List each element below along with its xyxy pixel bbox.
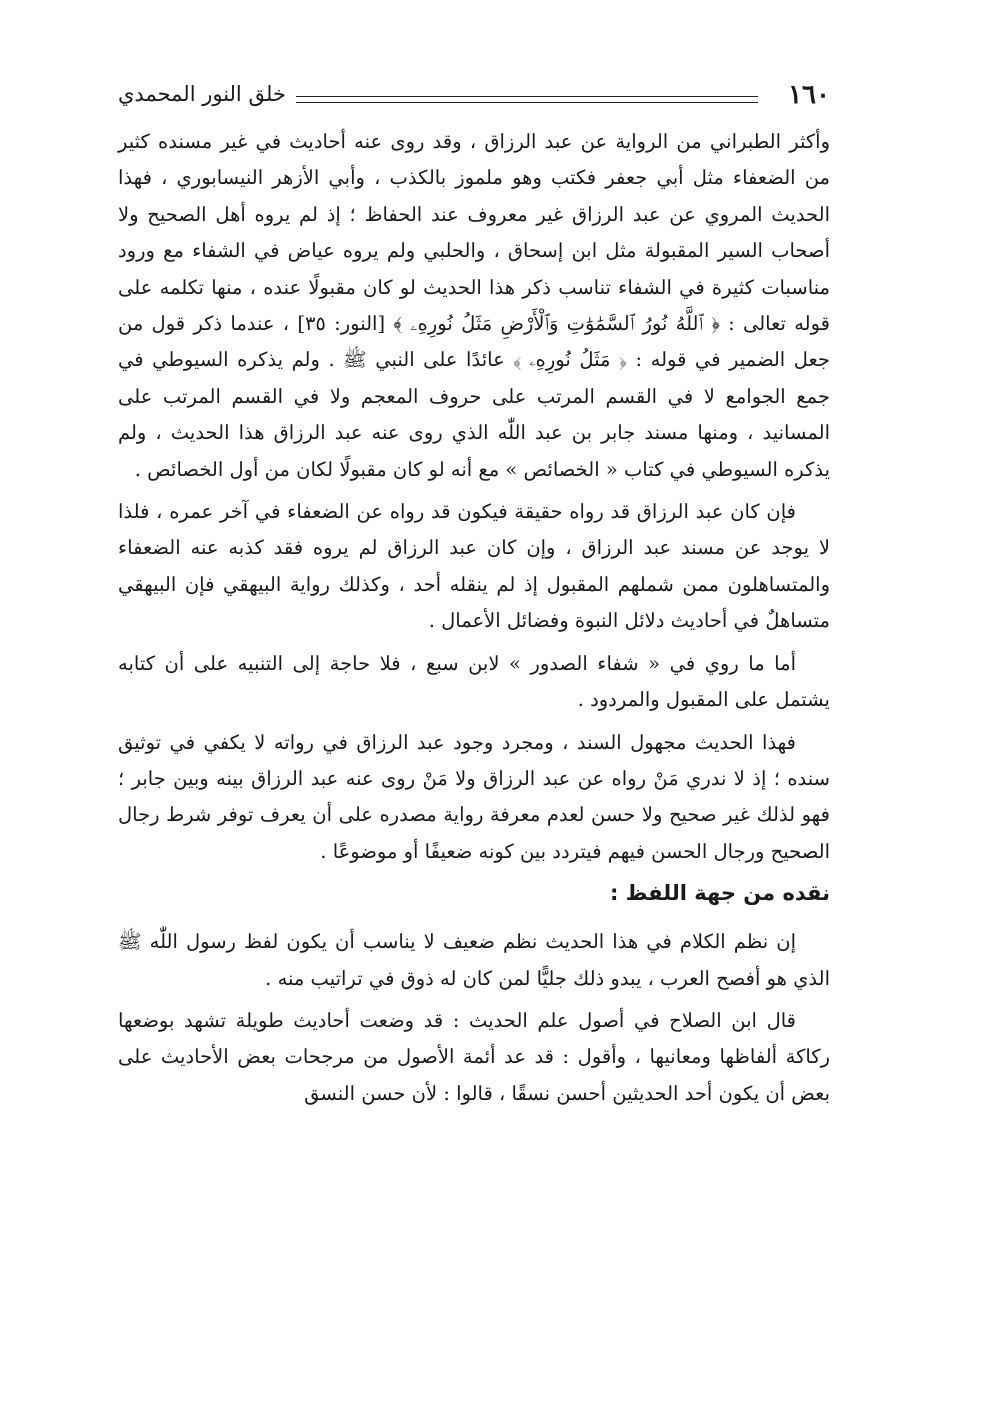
running-title: خلق النور المحمدي [118, 82, 286, 106]
paragraph-1: وأكثر الطبراني من الرواية عن عبد الرزاق ، وقد روى عنه أحاديث في غير مسنده كثير من الضعفاء مثل أبي جعفر فكتب وهو ملموز بالكذب ، وأبي الأزهر النيسابوري ، فهذا الحديث المروي عن عبد الرزاق غير معروف عند الحفاظ ؛ إذ لم يروه أهل الصحيح ولا أصحاب السير المقبولة مثل ابن إسحاق ، والحلبي ولم يروه عياض في الشفاء مع ورود مناسبات كثيرة في الشفاء تناسب ذكر هذا الحديث لو كان مقبولًا عنده ، منها تكلمه على قوله تعالى : ﴿ ٱللَّهُ نُورُ ٱلسَّمَٰوَٰتِ وَٱلْأَرْضِ مَثَلُ نُورِهِۦ ﴾ [النور: ٣٥] ، عندما ذكر قول من جعل الضمير في قوله : ﴿ مَثَلُ نُورِهِۦ ﴾ عائدًا على النبي ﷺ . ولم يذكره السيوطي في جمع الجوامع لا في القسم المرتب على حروف المعجم ولا في القسم المرتب على المسانيد ، ومنها مسند جابر بن عبد اللّٰه الذي روى عنه عبد الرزاق هذا الحديث ، ولم يذكره السيوطي في كتاب « الخصائص » مع أنه لو كان مقبولًا لكان من أول الخصائص . [118, 130, 830, 481]
body-text [118, 124, 830, 1118]
header-double-rule [296, 96, 758, 103]
page-header [118, 78, 830, 118]
paragraph-4: فهذا الحديث مجهول السند ، ومجرد وجود عبد الرزاق في رواته لا يكفي في توثيق سنده ؛ إذ لا ندري مَنْ رواه عن عبد الرزاق ولا مَنْ روى عنه عبد الرزاق بينه وبين جابر ؛ فهو لذلك غير صحيح ولا حسن لعدم معرفة رواية مصدره على أن يعرف توفر شرط رجال الصحيح ورجال الحسن فيهم فيتردد بين كونه ضعيفًا أو موضوعًا . [118, 730, 830, 863]
section-heading: نقده من جهة اللفظ : [609, 881, 830, 906]
paragraph-6: قال ابن الصلاح في أصول علم الحديث : قد وضعت أحاديث طويلة تشهد بوضعها ركاكة ألفاظها ومعانيها ، وأقول : قد عد أئمة الأصول من مرجحات بعض الأحاديث على بعض أن يكون أحد الحديثين أحسن نسقًا ، قالوا : لأن حسن النسق [118, 1008, 830, 1105]
paragraph-3: أما ما روي في « شفاء الصدور » لابن سبع ، فلا حاجة إلى التنبيه على أن كتابه يشتمل على المقبول والمردود . [118, 651, 830, 712]
paragraph-5: إن نظم الكلام في هذا الحديث نظم ضعيف لا يناسب أن يكون لفظ رسول اللّٰه ﷺ الذي هو أفصح العرب ، يبدو ذلك جليًّا لمن كان له ذوق في تراتيب منه . [118, 930, 830, 990]
page-number: ١٦٠ [788, 80, 830, 110]
paragraph-2: فإن كان عبد الرزاق قد رواه حقيقة فيكون قد رواه عن الضعفاء في آخر عمره ، فلذا لا يوجد عن مسند عبد الرزاق ، وإن كان عبد الرزاق لم يروه فقد كذبه عنه الضعفاء والمتساهلون ممن شملهم المقبول إذ لم ينقله أحد ، وكذلك رواية البيهقي فإن البيهقي متساهلٌ في أحاديث دلائل النبوة وفضائل الأعمال . [118, 500, 830, 633]
